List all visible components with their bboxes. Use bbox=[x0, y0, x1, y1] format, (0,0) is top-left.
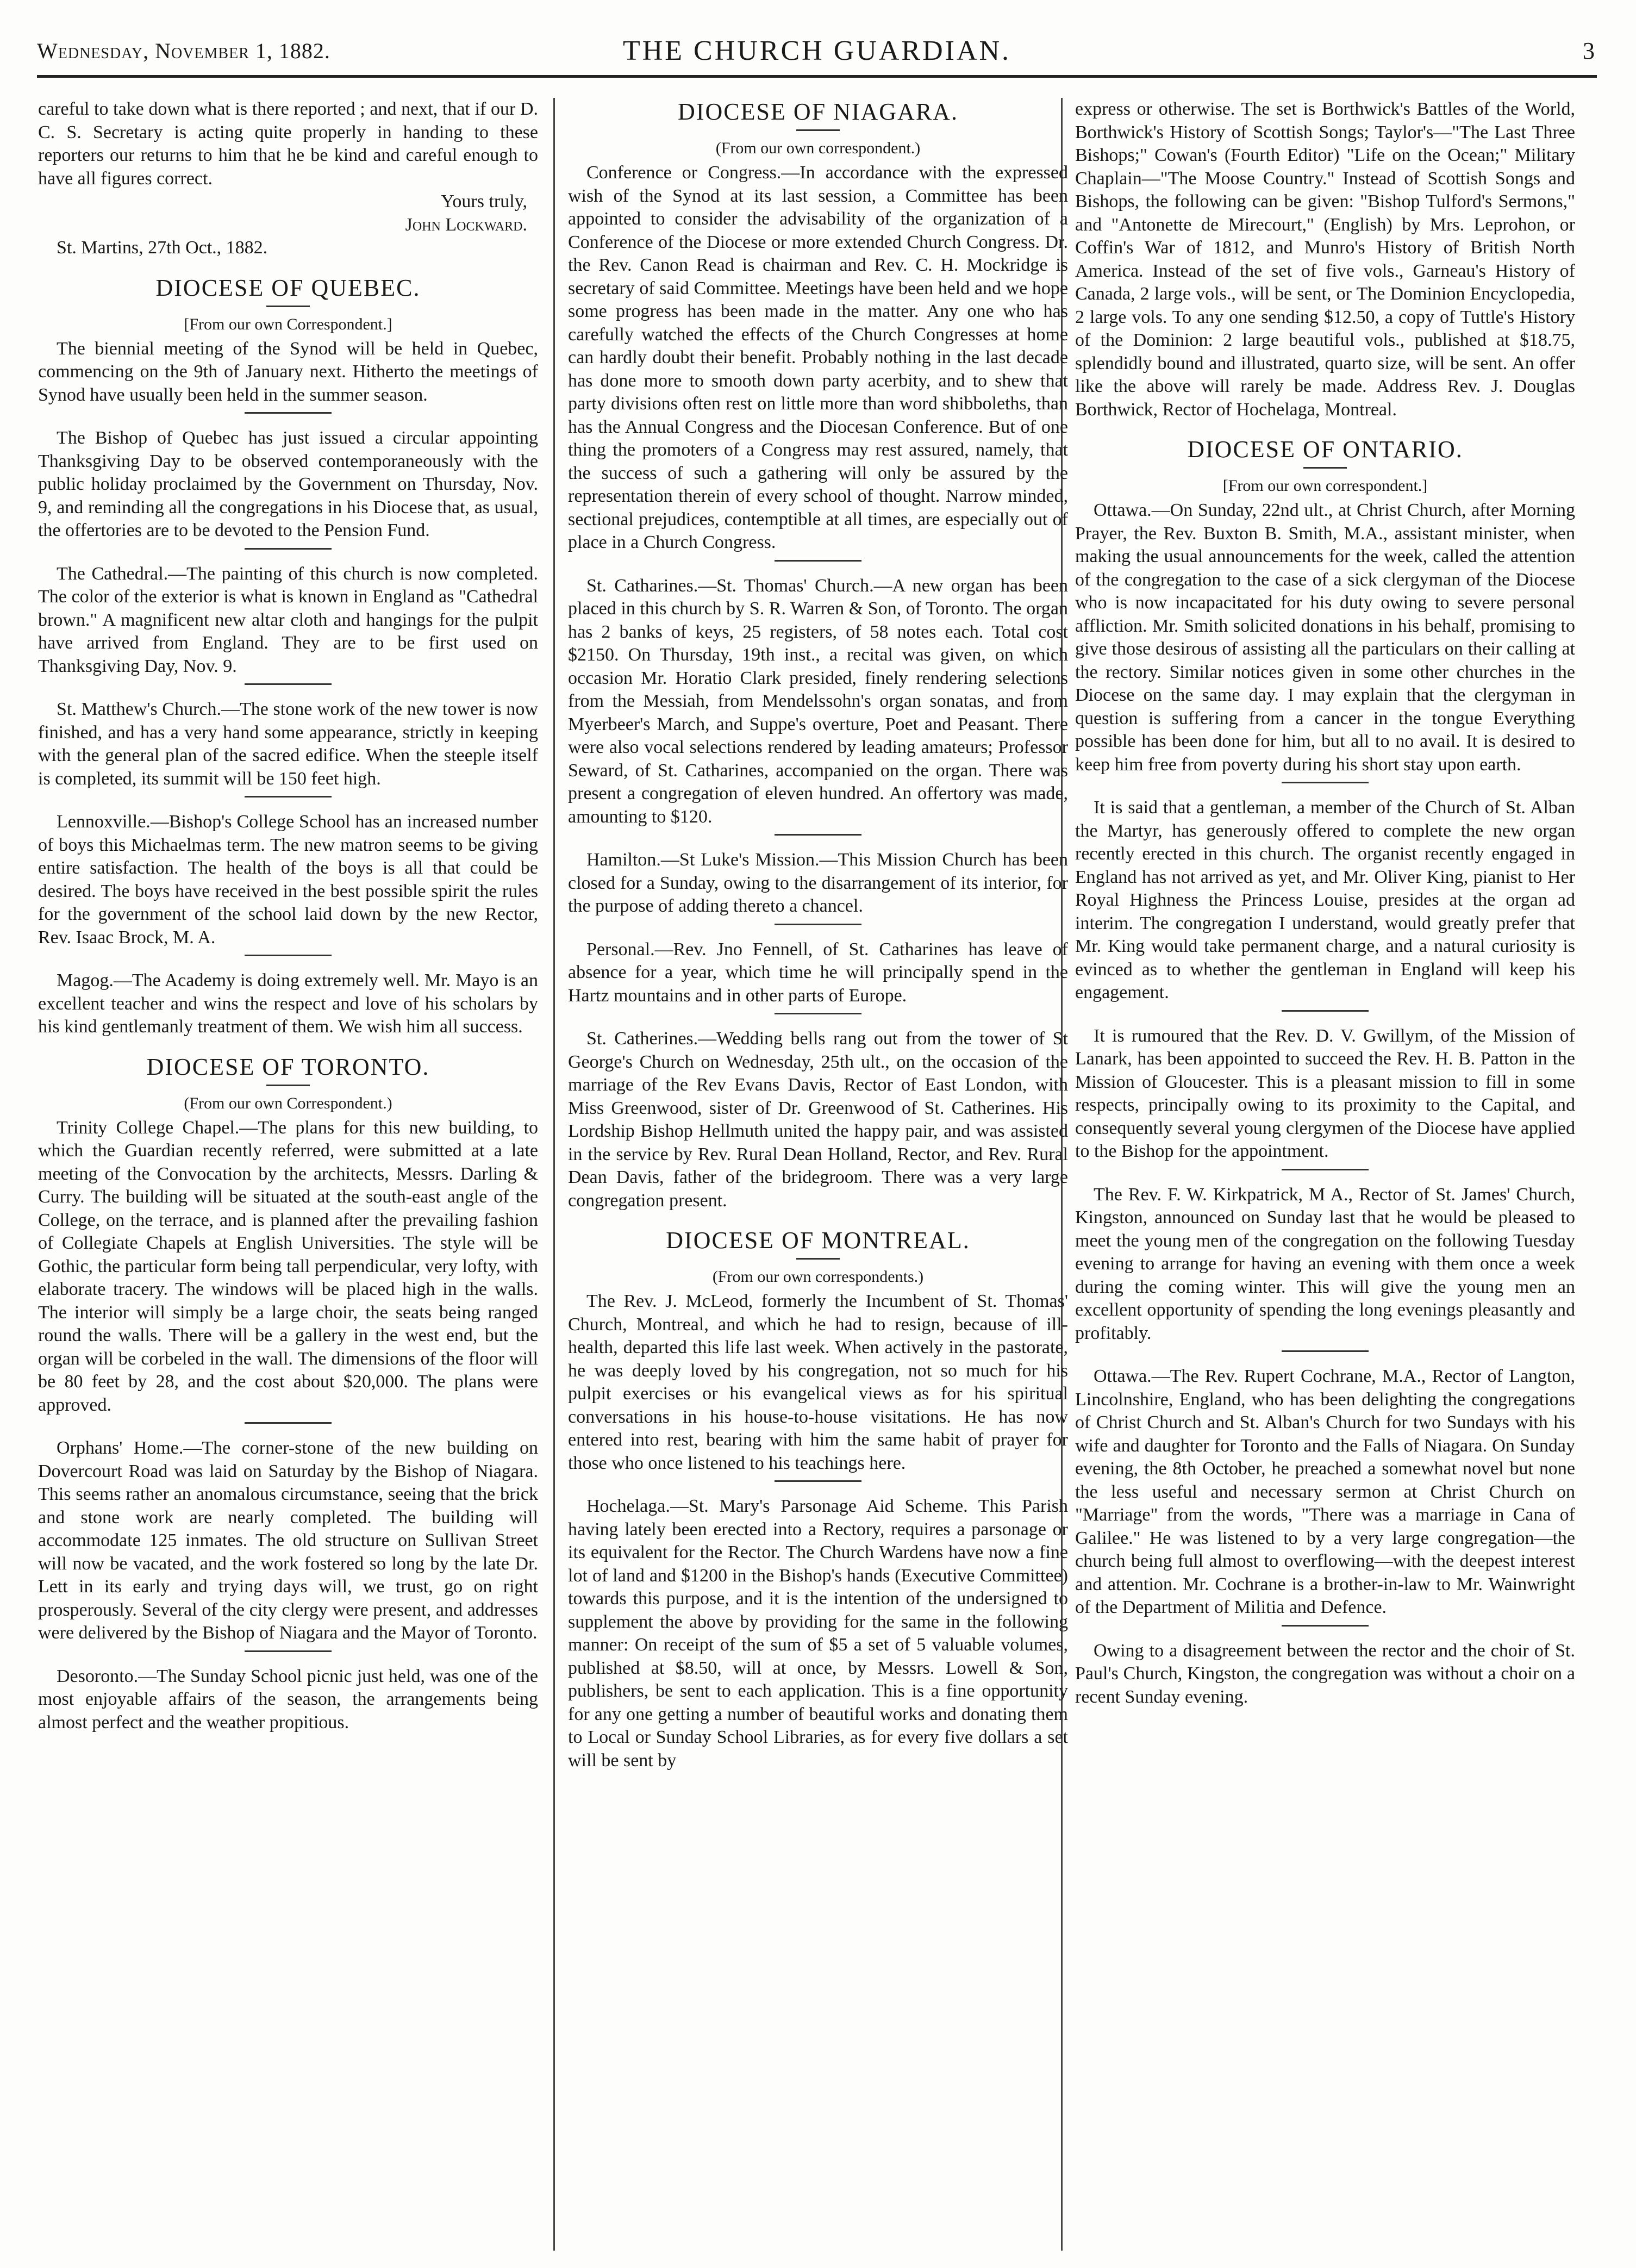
separator-rule bbox=[775, 560, 861, 562]
article-paragraph: Magog.—The Academy is doing extremely well. Mr. Mayo is an excellent teacher and wins the respect and love of his scholars by his kind gentlemanly treatment of them. We wish him all success. bbox=[38, 970, 538, 1037]
newspaper-title: THE CHURCH GUARDIAN. bbox=[622, 35, 1011, 66]
article-paragraph: Ottawa.—The Rev. Rupert Cochrane, M.A., Rector of Langton, Lincolnshire, England, who has been delighting the congregations of Christ Church and St. Alban's Church for two Sundays with his wife and daughter for Toronto and the Falls of Niagara. On Sunday evening, the 8th October, he preached a somewhat novel but none the less useful and necessary sermon at Christ Church on "Marriage" from the words, "There was a marriage in Cana of Galilee." He was listened to by a very large congregation—the church being full almost to overflowing—with the deepest interest and attention. Mr. Cochrane is a brother-in-law to Mr. Wainwright of the Department of Militia and Defence. bbox=[1075, 1366, 1575, 1617]
page-number: 3 bbox=[1583, 38, 1595, 64]
article-paragraph: Orphans' Home.—The corner-stone of the new building on Dovercourt Road was laid on Saturday by the Bishop of Niagara. This seems rather an anomalous circumstance, seeing that the brick and stone work are nearly completed. The building will accommodate 125 inmates. The old structure on Sullivan Street will now be vacated, and the work fostered so long by the late Dr. Lett in its early and trying days will, we trust, go on right prosperously. Several of the city clergy were present, and addresses were delivered by the Bishop of Niagara and the Mayor of Toronto. bbox=[38, 1438, 538, 1643]
heading-rule bbox=[796, 1258, 840, 1260]
article-paragraph: Personal.—Rev. Jno Fennell, of St. Catharines has leave of absence for a year, which time he will principally spend in the Hartz mountains and in other parts of Europe. bbox=[568, 939, 1068, 1006]
article-paragraph: express or otherwise. The set is Borthwick's Battles of the World, Borthwick's History of Scottish Songs; Taylor's—"The Last Three Bishops;" Cowan's (Fourth Editor) "Life on the Ocean;" Military Chaplain—"The Moose Country." Instead of Scottish Songs and Bishops, the following can be given: "Bishop Tulford's Sermons," and "Antonette de Mirecourt," (English) by Mrs. Leprohon, or Coffin's War of 1812, and Munro's History of British North America. Instead of the set of five vols., Garneau's History of Canada, 2 large vols., will be sent, or The Dominion Encyclopedia, 2 large vols. To any one sending $12.50, a copy of Tuttle's History of the Dominion: 2 large beautiful vols., published at $18.75, splendidly bound and illustrated, quarto size, will be sent. An offer like the above will rarely be made. Address Rev. J. Douglas Borthwick, Rector of Hochelaga, Montreal. bbox=[1075, 99, 1575, 420]
article-paragraph: Trinity College Chapel.—The plans for this new building, to which the Guardian recently referred, were submitted at a late meeting of the Convocation by the architects, Messrs. Darling & Curry. The building will be situated at the south-east angle of the College, on the terrace, and is planned after the prevailing fashion of Collegiate Chapels at English Universities. The style will be Gothic, the particular form being tall perpendicular, very lofty, with elaborate tracery. The windows will be placed high in the walls. The interior will simply be a large choir, the seats being ranged round the walls. There will be a gallery in the west end, but the organ will be corbeled in the wall. The dimensions of the floor will be 80 feet by 28, and the cost about $20,000. The plans were approved. bbox=[38, 1117, 538, 1415]
section-heading-quebec: DIOCESE OF QUEBEC. bbox=[155, 274, 421, 301]
issue-date: Wednesday, November 1, 1882. bbox=[37, 39, 330, 63]
separator-rule bbox=[775, 1013, 861, 1014]
heading-rule bbox=[266, 306, 310, 307]
column-2 bbox=[568, 98, 1068, 2251]
separator-rule bbox=[775, 924, 861, 925]
article-paragraph: The Cathedral.—The painting of this church is now completed. The color of the exterior is what is known in England as "Cathedral brown." A magnificent new altar cloth and hangings for the pulpit have arrived from England. They are to be first used on Thanksgiving Day, Nov. 9. bbox=[38, 563, 538, 676]
article-paragraph: The biennial meeting of the Synod will be held in Quebec, commencing on the 9th of January next. Hitherto the meetings of Synod have usually been held in the summer season. bbox=[38, 338, 538, 405]
correspondent-note: (From our own correspondent.) bbox=[715, 139, 921, 157]
article-paragraph: Desoronto.—The Sunday School picnic just held, was one of the most enjoyable affairs of the season, the arrangements being almost perfect and the weather propitious. bbox=[38, 1666, 538, 1733]
letter-signature: John Lockward. bbox=[405, 214, 527, 235]
correspondent-note: (From our own Correspondent.) bbox=[184, 1094, 392, 1112]
section-heading-toronto: DIOCESE OF TORONTO. bbox=[146, 1053, 430, 1080]
correspondent-note: [From our own correspondent.] bbox=[1222, 477, 1428, 495]
correspondent-note: [From our own Correspondent.] bbox=[184, 315, 392, 333]
separator-rule bbox=[245, 955, 332, 956]
heading-rule bbox=[266, 1085, 310, 1086]
article-paragraph: The Rev. F. W. Kirkpatrick, M A., Rector of St. James' Church, Kingston, announced on Sunday last that he would be pleased to meet the young men of the congregation on the following Tuesday evening to arrange for having an evening with them once a week during the coming winter. This will give the young men an excellent opportunity of spending the long evenings pleasantly and profitably. bbox=[1075, 1184, 1575, 1343]
article-paragraph: Hamilton.—St Luke's Mission.—This Mission Church has been closed for a Sunday, owing to the disarrangement of its interior, for the purpose of adding thereto a chancel. bbox=[568, 850, 1068, 916]
article-paragraph: Conference or Congress.—In accordance with the expressed wish of the Synod at its last session, a Committee has been appointed to consider the advisability of the organization of a Conference of the Diocese or more extended Church Congress. Dr. the Rev. Canon Read is chairman and Rev. C. H. Mockridge is secretary of said Committee. Meetings have been held and we hope some progress has been made in the matter. Any one who has carefully watched the effects of the Church Congresses at home can hardly doubt their benefit. Probably nothing in the last decade has done more to smooth down party acerbity, and to shew that party divisions often rest on little more than word shibboleths, than has the Annual Congress and the Diocesan Conference. But of one thing the promoters of a Congress may rest assured, namely, that the success of such a gathering will only be assured by the representation therein of every school of thought. Narrow minded, sectional prejudices, contemptible at all times, are especially out of place in a Church Congress. bbox=[568, 163, 1068, 552]
letter-closing: Yours truly, bbox=[441, 191, 527, 211]
separator-rule bbox=[245, 548, 332, 550]
section-heading-montreal: DIOCESE OF MONTREAL. bbox=[666, 1227, 970, 1254]
heading-rule bbox=[1303, 467, 1347, 469]
separator-rule bbox=[775, 1480, 861, 1482]
separator-rule bbox=[1282, 1350, 1369, 1352]
article-paragraph: Owing to a disagreement between the rector and the choir of St. Paul's Church, Kingston, the congregation was without a choir on a recent Sunday evening. bbox=[1075, 1640, 1575, 1707]
column-divider bbox=[553, 98, 555, 2251]
article-paragraph: St. Catherines.—Wedding bells rang out from the tower of St George's Church on Wednesday, 25th ult., on the occasion of the marriage of the Rev Evans Davis, Rector of East London, with Miss Greenwood, sister of Dr. Greenwood of St. Catherines. His Lordship Bishop Hellmuth united the happy pair, and was assisted in the service by Rev. Rural Dean Holland, Rector, and Rev. Rural Dean Davis, father of the bridegroom. There was a very large congregation present. bbox=[568, 1029, 1068, 1211]
article-paragraph: St. Catharines.—St. Thomas' Church.—A new organ has been placed in this church by S. R. Warren & Son, of Toronto. The organ has 2 banks of keys, 25 registers, of 58 notes each. Total cost $2150. On Thursday, 19th inst., a recital was given, on which occasion Mr. Horatio Clark presided, finely rendering selections from the Messiah, from Mendelssohn's organ sonatas, and from Myerbeer's March, and Suppe's overture, Poet and Peasant. There were also vocal selections rendered by leading amateurs; Professor Seward, of St. Catharines, accompanied on the organ. There was present a congregation of eleven hundred. An offertory was made, amounting to $120. bbox=[568, 575, 1068, 827]
separator-rule bbox=[1282, 1169, 1369, 1170]
article-paragraph: The Bishop of Quebec has just issued a circular appointing Thanksgiving Day to be observed contemporaneously with the public holiday proclaimed by the Government on Thursday, Nov. 9, and reminding all the congregations in his Diocese that, as usual, the offertories are to be devoted to the Pension Fund. bbox=[38, 428, 538, 540]
masthead bbox=[37, 28, 1597, 78]
article-paragraph: It is said that a gentleman, a member of the Church of St. Alban the Martyr, has generously offered to complete the new organ recently erected in this church. The organist recently engaged in England has not arrived as yet, and Mr. Oliver King, pianist to Her Royal Highness the Princess Louise, presides at the organ ad interim. The congregation I understand, would greatly prefer that Mr. King would take permanent charge, and a natural curiosity is evinced as to whether the gentleman in England will keep his engagement. bbox=[1075, 797, 1575, 1002]
article-paragraph: Ottawa.—On Sunday, 22nd ult., at Christ Church, after Morning Prayer, the Rev. Buxton B. Smith, M.A., assistant minister, when making the usual announcements for the week, called the attention of the congregation to the case of a sick clergyman of the Diocese who is now incapacitated for his duty owing to severe personal affliction. Mr. Smith solicited donations in his behalf, promising to give those desirous of assisting all the particulars on their calling at the rectory. Similar notices given in some other churches in the Diocese on the same day. I may explain that the clergyman in question is suffering from a cancer in the tongue Everything possible has been done for him, but all to no avail. It is desired to keep him free from poverty during his short stay upon earth. bbox=[1075, 500, 1575, 775]
separator-rule bbox=[1282, 782, 1369, 783]
letter-place-date: St. Martins, 27th Oct., 1882. bbox=[57, 238, 268, 258]
column-3 bbox=[1075, 98, 1575, 2251]
article-paragraph: Hochelaga.—St. Mary's Parsonage Aid Scheme. This Parish having lately been erected into a Rectory, requires a parsonage or its equivalent for the Rector. The Church Wardens have now a fine lot of land and $1200 in the Bishop's hands (Executive Committee) towards this purpose, and it is the intention of the undersigned to supplement the above by providing for the same in the following manner: On receipt of the sum of $5 a set of 5 valuable volumes, published at $8.50, will at once, by Messrs. Lowell & Son, publishers, be sent to each application. This is a fine opportunity for any one getting a number of beautiful works and donating them to Local or Sunday School Libraries, as for every five dollars a set will be sent by bbox=[568, 1496, 1068, 1771]
section-heading-niagara: DIOCESE OF NIAGARA. bbox=[678, 98, 958, 125]
separator-rule bbox=[245, 1650, 332, 1652]
article-paragraph: St. Matthew's Church.—The stone work of the new tower is now finished, and has a very hand some appearance, strictly in keeping with the general plan of the sacred edifice. When the steeple itself is completed, its summit will be 150 feet high. bbox=[38, 699, 538, 789]
letter-text: careful to take down what is there reported ; and next, that if our D. C. S. Secretary is acting quite properly in handing to these reporters our returns to him that he be kind and careful enough to have all figures correct. bbox=[38, 99, 538, 189]
section-heading-ontario: DIOCESE OF ONTARIO. bbox=[1187, 436, 1463, 463]
separator-rule bbox=[1282, 1010, 1369, 1012]
correspondent-note: (From our own correspondents.) bbox=[712, 1268, 924, 1286]
separator-rule bbox=[775, 834, 861, 836]
separator-rule bbox=[245, 1422, 332, 1424]
separator-rule bbox=[245, 683, 332, 685]
separator-rule bbox=[245, 796, 332, 797]
article-paragraph: The Rev. J. McLeod, formerly the Incumbent of St. Thomas' Church, Montreal, and which he had to resign, because of ill-health, departed this life last week. When actively in the pastorate, he was deeply loved by his congregation, not so much for his pulpit exercises or his evangelical views as for his spiritual conversations in his house-to-house visitations. He has now entered into rest, bearing with him the same habit of prayer for those who once listened to his teachings here. bbox=[568, 1291, 1068, 1473]
heading-rule bbox=[796, 129, 840, 131]
separator-rule bbox=[245, 412, 332, 414]
separator-rule bbox=[1282, 1625, 1369, 1627]
article-paragraph: It is rumoured that the Rev. D. V. Gwillym, of the Mission of Lanark, has been appointed to succeed the Rev. H. B. Patton in the Mission of Gloucester. This is a pleasant mission to fill in some respects, principally owing to its proximity to the Capital, and consequently several young clergymen of the Diocese have applied to the Bishop for the appointment. bbox=[1075, 1025, 1575, 1161]
article-paragraph: Lennoxville.—Bishop's College School has an increased number of boys this Michaelmas term. The new matron seems to be giving entire satisfaction. The health of the boys is all that could be desired. The boys have received in the best possible spirit the rules for the government of the school laid down by the new Rector, Rev. Isaac Brock, M. A. bbox=[38, 812, 538, 948]
column-1 bbox=[38, 98, 538, 2251]
